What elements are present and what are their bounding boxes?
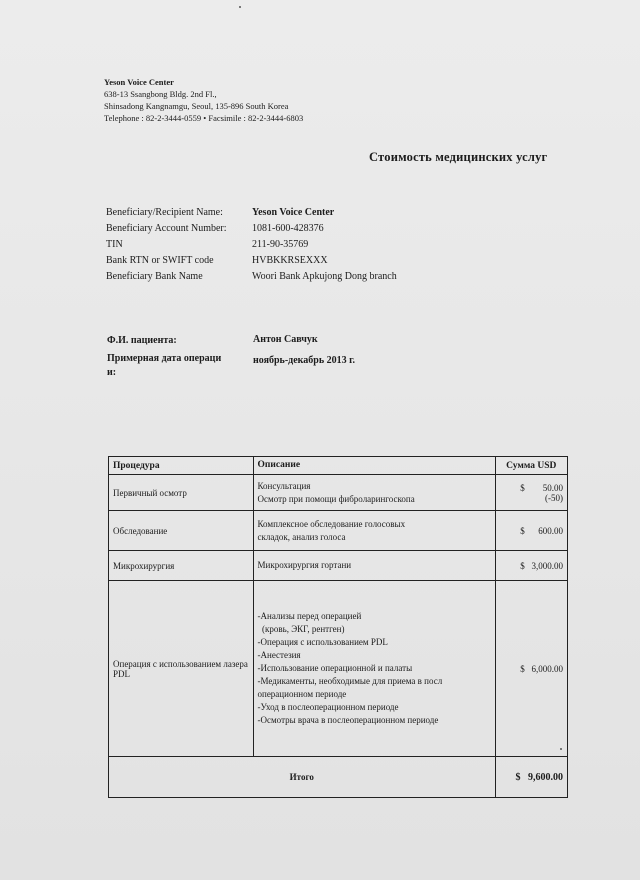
table-row xyxy=(109,551,568,581)
document-title: Стоимость медицинских услуг xyxy=(369,150,548,164)
description-line: -Анестезия xyxy=(257,650,301,660)
sender-name: Yeson Voice Center xyxy=(104,77,174,87)
amount-cell: $ 3,000.00 xyxy=(495,551,567,581)
procedure-cell: Микрохирургия xyxy=(109,551,254,581)
description-line: -Медикаменты, необходимые для приема в посл xyxy=(257,676,443,686)
total-label: Итого xyxy=(109,757,496,798)
bank-row-bank-name xyxy=(106,271,397,287)
table-row xyxy=(109,581,568,757)
sender-contacts: Telephone : 82-2-3444-0559 • Facsimile : 82-2-3444-6803 xyxy=(104,113,304,123)
operation-date-value: ноябрь-декабрь 2013 г. xyxy=(253,355,356,366)
bank-value: Yeson Voice Center xyxy=(252,207,335,218)
table-row xyxy=(109,475,568,511)
description-line: -Уход в послеоперационном периоде xyxy=(257,702,399,712)
description-line: -Операция с использованием PDL xyxy=(257,637,388,647)
table-total-row xyxy=(109,757,568,798)
sender-address-line-1: 638-13 Ssangbong Bldg. 2nd Fl., xyxy=(104,89,217,99)
bank-label: Beneficiary Bank Name xyxy=(106,271,203,282)
bank-label: TIN xyxy=(106,239,123,250)
description-cell xyxy=(253,581,495,757)
description-line: Осмотр при помощи фиброларингоскопа xyxy=(257,493,415,504)
bank-label: Beneficiary Account Number: xyxy=(106,223,227,234)
amount-adjustment: (-50) xyxy=(545,492,563,503)
header-amount: Сумма USD xyxy=(495,457,567,475)
patient-name-label: Ф.И. пациента: xyxy=(107,335,177,346)
operation-date-label-line-2: и: xyxy=(107,367,117,378)
bank-value: HVBKKRSEXXX xyxy=(252,255,328,266)
bank-row-recipient xyxy=(106,207,397,223)
amount-cell: $ 6,000.00 xyxy=(495,581,567,757)
bank-details xyxy=(106,207,397,287)
bank-row-account xyxy=(106,223,397,239)
amount-value: $ 50.00 xyxy=(520,482,563,493)
cost-table xyxy=(108,456,568,798)
description-cell xyxy=(253,511,495,551)
description-line: складок, анализ голоса xyxy=(257,531,346,542)
description-line: (кровь, ЭКГ, рентген) xyxy=(257,624,345,634)
procedure-cell: Операция с использованием лазера PDL xyxy=(109,581,254,757)
header-procedure: Процедура xyxy=(109,457,254,475)
amount-cell xyxy=(495,475,567,511)
bank-value: 1081-600-428376 xyxy=(252,223,324,234)
bank-row-swift xyxy=(106,255,397,271)
bank-row-tin xyxy=(106,239,397,255)
procedure-cell: Первичный осмотр xyxy=(109,475,254,511)
description-line: -Использование операционной и палаты xyxy=(257,663,413,673)
bank-label: Beneficiary/Recipient Name: xyxy=(106,207,223,218)
description-line: Консультация xyxy=(257,480,311,491)
description-line: операционном периоде xyxy=(257,689,347,699)
amount-cell: $ 600.00 xyxy=(495,511,567,551)
description-cell: Микрохирургия гортани xyxy=(253,551,495,581)
description-cell xyxy=(253,475,495,511)
sender-address-line-2: Shinsadong Kangnamgu, Seoul, 135-896 South Korea xyxy=(104,101,289,111)
procedure-cell: Обследование xyxy=(109,511,254,551)
operation-date-label-line-1: Примерная дата операци xyxy=(107,353,222,364)
bank-value: Woori Bank Apkujong Dong branch xyxy=(252,271,397,282)
description-line: -Осмотры врача в послеоперационном периоде xyxy=(257,715,439,725)
scan-speck xyxy=(239,6,241,8)
header-description: Описание xyxy=(253,457,495,475)
bank-label: Bank RTN or SWIFT code xyxy=(106,255,214,266)
patient-name-value: Антон Савчук xyxy=(253,334,318,345)
table-row xyxy=(109,511,568,551)
description-line: Комплексное обследование голосовых xyxy=(257,518,406,529)
table-header-row xyxy=(109,457,568,475)
scan-speck xyxy=(560,748,562,750)
bank-value: 211-90-35769 xyxy=(252,239,309,250)
total-amount: $ 9,600.00 xyxy=(495,757,567,798)
sender-block xyxy=(104,76,303,124)
description-line: -Анализы перед операцией xyxy=(257,611,362,621)
